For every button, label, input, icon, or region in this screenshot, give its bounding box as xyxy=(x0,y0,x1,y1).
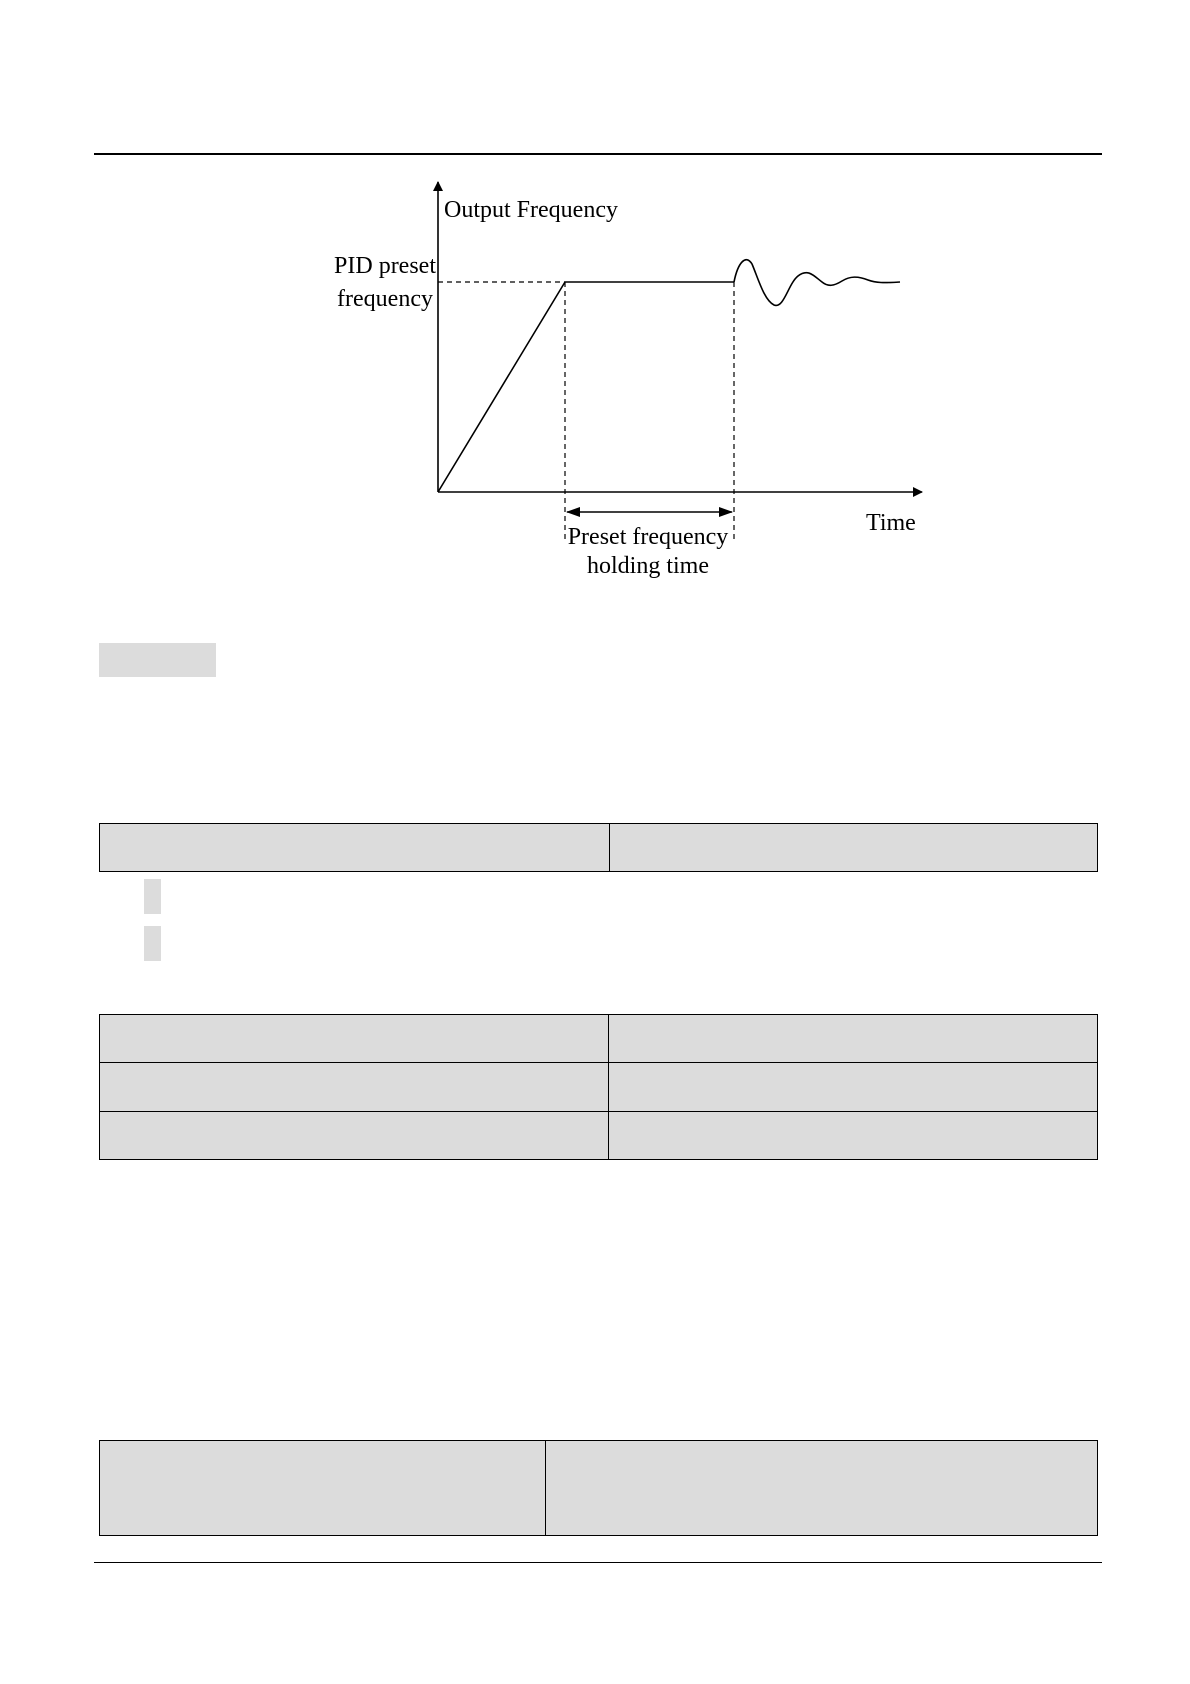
table-cell xyxy=(610,824,1098,872)
footer-rule xyxy=(94,1562,1102,1563)
table-row xyxy=(100,824,1098,872)
table-cell xyxy=(100,1015,609,1063)
pid-preset-frequency-diagram xyxy=(0,0,1190,600)
redacted-heading xyxy=(99,643,216,677)
table-row xyxy=(100,1063,1098,1111)
preset-label-line1: PID preset xyxy=(334,253,436,279)
output-frequency-curve xyxy=(438,282,734,492)
table-cell xyxy=(100,824,610,872)
table-row xyxy=(100,1111,1098,1159)
table-cell xyxy=(609,1111,1098,1159)
y-axis-label: Output Frequency xyxy=(444,197,618,223)
table-cell xyxy=(100,1063,609,1111)
x-axis-label: Time xyxy=(866,510,916,536)
preset-label-line2: frequency xyxy=(337,286,433,312)
pid-regulation-oscillation xyxy=(734,260,900,306)
table-cell xyxy=(100,1111,609,1159)
table-cell xyxy=(609,1015,1098,1063)
redacted-table-3 xyxy=(99,1440,1098,1536)
table-cell xyxy=(546,1441,1098,1536)
redacted-table-1 xyxy=(99,823,1098,872)
table-cell xyxy=(100,1441,546,1536)
table-row xyxy=(100,1441,1098,1536)
holding-label-line2: holding time xyxy=(587,553,709,579)
redacted-bullet-1 xyxy=(144,879,161,914)
table-cell xyxy=(609,1063,1098,1111)
holding-label-line1: Preset frequency xyxy=(567,524,729,550)
redacted-bullet-2 xyxy=(144,926,161,961)
table-row xyxy=(100,1015,1098,1063)
redacted-table-2 xyxy=(99,1014,1098,1160)
